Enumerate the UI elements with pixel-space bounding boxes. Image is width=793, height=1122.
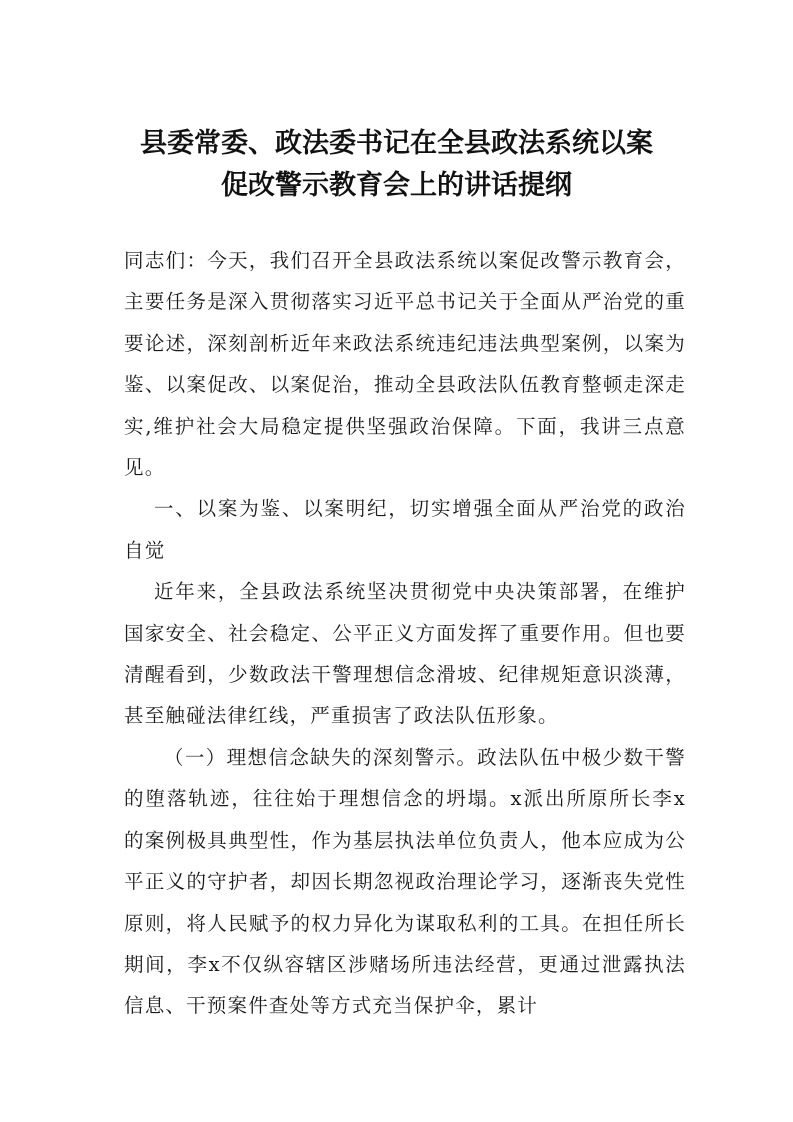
paragraph-subsection-1: （一）理想信念缺失的深刻警示。政法队伍中极少数干警的堕落轨迹，往往始于理想信念的坍塌。x派出所原所长李x的案例极具典型性，作为基层执法单位负责人，他本应成为公平正义的守护者，却因长期忽视政治理论学习，逐渐丧失党性原则，将人民赋予的权力异化为谋取私利的工具。在担任所长期间，李x不仅纵容辖区涉赌场所违法经营，更通过泄露执法信息、干预案件查处等方式充当保护伞，累计 bbox=[124, 745, 686, 1018]
paragraph-opening: 同志们：今天，我们召开全县政法系统以案促改警示教育会，主要任务是深入贯彻落实习近平总书记关于全面从严治党的重要论述，深刻剖析近年来政法系统违纪违法典型案例，以案为鉴、以案促改、以案促治，推动全县政法队伍教育整顿走深走实,维护社会大局稳定提供坚强政治保障。下面，我讲三点意见。 bbox=[124, 249, 686, 480]
document-body bbox=[124, 240, 686, 1027]
paragraph-section-1-intro: 近年来，全县政法系统坚决贯彻党中央决策部署，在维护国家安全、社会稳定、公平正义方面发挥了重要作用。但也要清醒看到，少数政法干警理想信念滑坡、纪律规矩意识淡薄，甚至触碰法律红线，严重损害了政法队伍形象。 bbox=[124, 580, 686, 728]
document-title-line-2: 促改警示教育会上的讲话提纲 bbox=[221, 170, 572, 201]
document-title-line-1: 县委常委、政法委书记在全县政法系统以案 bbox=[140, 128, 653, 159]
section-heading-1: 一、以案为鉴、以案明纪，切实增强全面从严治党的政治自觉 bbox=[124, 497, 686, 562]
